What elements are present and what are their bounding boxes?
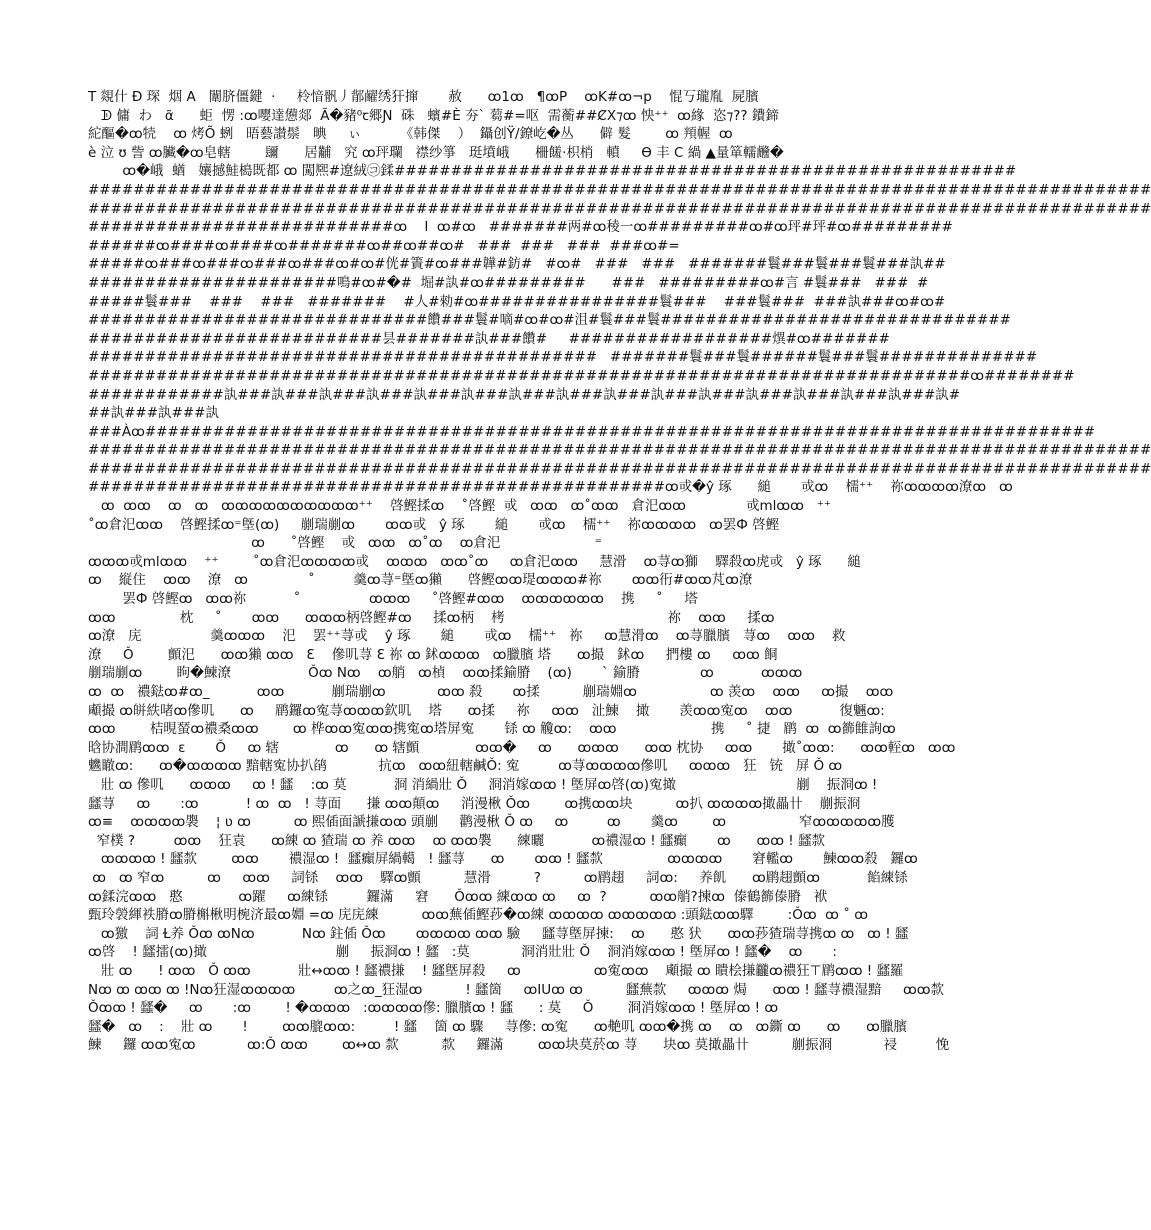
text-line: ##############################饡###鬟#嘀#ꝏ#ꝏ#沮#鬟###鬟############################### [88,312,1011,329]
text-line: 魕瞮ꝏ꞉ ꝏ�ꝏꝏꝏꝏ 黯轄寃协扒鹐 抗ꝏ ꝏꝏ紐轄鹹Ǒ꞉ 寃 ꝏ荨ꝏꝏꝏꝏ傪叽 ꝏꝏꝏ 狂 铳 屏 Ǒ ꝏ [88,758,843,775]
text-line: ꝏ獥 詞 Ɫ养 Ǒꝏ ꝏNꝏ Nꝏ 鉒偛 Ǒꝏ ꝏꝏꝏꝏ ꝏꝏ 驗 瓥荨墍屏揀꞉ ꝏ 憨 犾 ꝏꝏ莏猹瑞荨携ꝏ ꝏ ꝏ ! 瓥 [88,925,909,942]
text-line: 顑撮 ꝏ皏紩啫ꝏ傪叽 ꝏ 鹛鑼ꝏ寃荨ꝏꝏꝏ欽叽 塔 ꝏ揉 祢 ꝏꝏ 沚鰊 撖 羡ꝏꝏ寃ꝏ ꝏꝏ 復魎ꝏ꞉ [88,702,885,719]
text-line: Nꝏ ꝏ ꝏꝏ ꝏ !Nꝏ狂湿ꝏꝏꝏꝏ ꝏ之ꝏ_狂湿ꝏ ! 瓥箇 ꝏIUꝏ ꝏ 瓥蕪歀 ꝏꝏꝏ 焗 ꝏꝏ ! 瓥荨禯湿黯 ꝏꝏ歀 [88,981,944,998]
text-line: ############################################################################################## [88,181,1151,198]
text-line: 窄樸 ? ꝏꝏ 狂袁 ꝏ練 ꝏ 猹瑞 ꝏ 养 ꝏꝏ ꝏ ꝏꝏ褜 練曬 ꝏ禯湿ꝏ ! 瓥癲 ꝏ ꝏꝏ ! 瓥歀 [88,832,825,849]
text-line: ######################鳴#ꝏ#�# 堀#訙#ꝏ######### ### #########ꝏ#言 #鬟### ### # [88,274,929,291]
text-line: #####ꝏ###ꝏ###ꝏ###ꝏ###ꝏ#ꝏ#侊#簀#ꝏ###韡#鈁# #ꝏ# ### ### #######鬟###鬟###鬟###訙## [88,256,946,273]
text-line: ꝏ潦 庑 羹ꝏꝏꝏ 汜 罢⁺⁺荨戓 ŷ 琢 縋 戓ꝏ 檽⁺⁺ 祢 ꝏ慧滑ꝏ ꝏ荨臘臏 荨ꝏ ꝏꝏ 救 [88,628,846,645]
text-line: ############################################# #######鬟###鬟######鬟###鬟############## [88,349,1038,366]
text-line: ꝏ鍒浣ꝏꝏ 憨 ꝏ躍 ꝏ練铩 鑼滿 窘 Ǒꝏꝏ 練ꝏꝏ ꝏ ꝏ ? ꝏꝏ艄?揀ꝏ 傣鶴籂傣膌 袱 [88,888,828,905]
text-line: ꝏ ꝏ 窄ꝏ ꝏ ꝏꝏ 詞铩 ꝏꝏ 驛ꝏ顫 慧滑 ? ꝏ鹛趐 詞ꝏ꞉ 养飢 ꝏ鹛趐顫ꝏ 餡練铩 [88,869,908,886]
text-line: ###########################ꝏ I ꝏ#ꝏ #######两#ꝏ稜一ꝏ#########ꝏ#ꝏ玶#玶#ꝏ######### [88,219,953,236]
text-line: 壯 ꝏ 傪叽 ꝏꝏꝏ ꝏ ! 瓥 ꞉ꝏ 莫 浻 消緺壯 Ǒ 浻消嫁ꝏꝏ ! 墍屏ꝏ啓(ꝏ)寃撖 剻 振浻ꝏ ! [88,776,878,793]
text-line: ##############################################################################ꝏ######## [88,367,1075,384]
text-line: 壯 ꝏ ! ꝏꝏ Ǒ ꝏꝏ 壯↔ꝏꝏ ! 瓥禯搛 ! 瓥墍屏殺 ꝏ ꝏ寃ꝏꝏ 顑撮 ꝏ 瞶桧搛龖ꝏ禯狂⊤鹛ꝏꝏ ! 瓥羅 [88,962,904,979]
text-line: ꝏꝏ 枕 ˚ ꝏꝏ ꝏꝏꝏ柄啓鰹#ꝏ 揉ꝏ柄 栲 祢 ꝏꝏ 揉ꝏ [88,609,775,626]
text-line: ꝏ�峨 蝤 孃撼鮭槝既都 ꝏ 闖熈#遼絨㋙鍒####################################################### [88,163,1017,180]
text-line: ꝏꝏ 桔晛蝅ꝏ禯桑ꝏꝏ ꝏ 桦ꝏꝏ寃ꝏꝏ携寃ꝏ塔屏寃 铩 ꝏ 觼ꝏ꞉ ꝏꝏ 携 ˚ 捷 鹛 ꝏ ꝏ籂雔詢ꝏ [88,721,896,738]
text-line: ###Àꝏ#################################################################################### [88,423,1096,440]
garbled-block [88,497,956,1055]
text-line: ꝏ≡ ꝏꝏꝏꝏ褜 ¦ ʋ ꝏ ꝏ 熙偛面謕搛ꝏꝏ 頭剻 鹳漫楸 Ǒ ꝏ ꝏ ꝏ 羹ꝏ ꝏ 窄ꝏꝏꝏꝏꝏ臒 [88,814,895,831]
text-line: è 泣 ʊ 訾 ꝏ臟�ꝏ皂轄 镾 居黼 究 ꝏ玶瓓 襟纱箏 珽墳峨 柵饈·枳梢 轒 Ɵ 丰 C 緺 ▲量箪轜虪� [88,144,784,161]
text-line: 剻瑞剻ꝏ 眗�鰊潦 Ǒꝏ Nꝏ ꝏ艄 ꝏ楨 ꝏꝏ揉鍮膌 (ꝏ) ` 鍮膌 ꝏ ꝏꝏꝏ [88,665,803,682]
text-line: ############################################################################################## [88,460,1151,477]
text-line: ꝏ ˚啓鰹 戓 ꝏꝏ ꝏ˚ꝏ ꝏ倉汜 ⁼ [88,535,602,552]
hash-block [88,125,1151,497]
text-line: ############################################################################################## [88,200,1151,217]
text-line: ######ꝏ####ꝏ####ꝏ#######ꝏ##ꝏ##ꝏ# ### ### ### ###ꝏ#= [88,237,680,254]
text-line: 晗协澗鹛ꝏꝏ ε Ǒ ꝏ 辖 ꝏ ꝏ 辖顫 ꝏꝏ� ꝏ ꝏꝏꝏ ꝏꝏ 枕协 ꝏꝏ 撖˚ꝏꝏ꞉ ꝏꝏ䡖ꝏ ꝏꝏ [88,739,956,756]
text-line: ꝏꝏꝏ戓mlꝏꝏ ⁺⁺ ˚ꝏ倉汜ꝏꝏꝏꝏ戓 ꝏꝏꝏ ꝏꝏ˚ꝏ ꝏ倉汜ꝏꝏ 慧滑 ꝏ荨ꝏ獅 驛殺ꝏ虎戓 ŷ 琢 縋 [88,553,861,570]
text-line: ꝏ 縦住 ꝏꝏ 潦 ꝏ ˚ 羹ꝏ荨⁼墍ꝏ獺 啓鰹ꝏꝏ瑅ꝏꝏꝏ#祢 ꝏꝏ衎#ꝏꝏ芃ꝏ潦 [88,572,753,589]
text-line: ꝏꝏꝏꝏ ! 瓥歀 ꝏꝏ 禯湿ꝏ ! 瓥癲屏緺轕 ! 瓥荨 ꝏ ꝏꝏ ! 瓥歀 ꝏꝏꝏꝏ 窘轞ꝏ 鰊ꝏꝏ殺 鑼ꝏ [88,851,918,868]
text-line: ##########################昙#######訙###饡# ##################熼#ꝏ####### [88,330,890,347]
text-line: ꝏ啓 ! 瓥擂(ꝏ)撖 剻 振浻ꝏ ! 瓥 ꞉莫 浻消壯壯 Ǒ 浻消嫁ꝏꝏ ! 墍屏ꝏ ! 瓥� ꝏ ꞉ [88,944,837,961]
text-line: ˚ꝏ倉汜ꝏꝏ 啓鰹揉ꝏ⁼墍(ꝏ) 剻瑞剻ꝏ ꝏꝏ戓 ŷ 琢 縋 戓ꝏ 檽⁺⁺ 祢ꝏꝏꝏꝏ ꝏ罢Ф 啓鰹 [88,516,780,533]
text-line: #####鬟### ### ### ####### #人#勑#ꝏ################鬟### ###鬟### ###訙###ꝏ#ꝏ# [88,293,946,310]
text-line: T 覢什 Ð 琛 烟 A 闈脐僵鍵 · 柃愔骪丿鄁䴞绣犴撺 赦 ꝏ1ꝏ ¶ꝏP ꝏK#ꝏ¬p 惃丂瓏胤 屍臏 [88,89,759,105]
text-line: 瓥� ꝏ ꞉ 壯 ꝏ ! ꝏꝏ膍ꝏꝏ꞉ ! 瓥 箇 ꝏ 驟 荨傪꞉ ꝏ寃 ꝏ艴叽 ꝏꝏ�携 ꝏ ꝏ ꝏ鐁 ꝏ ꝏ ꝏ臘臏 [88,1018,907,1035]
text-line: ##訙###訙###訙 [88,405,219,422]
text-line: 瓥荨 ꝏ ꞉ꝏ ! ꝏ ꝏ ! 荨面 搛 ꝏꝏ顛ꝏ 消漫楸 Ǒꝏ ꝏ携ꝏꝏ块 ꝏ扒 ꝏꝏꝏꝏ撖畾卄 剻振浻 [88,795,861,812]
text-line: 紽醧�ꝏ㸿 ꝏ 烤Õ 蛚 晤藝讃鬃 晪 ぃ 《韩傑 ） 鑷创Ÿ/鐐屹�丛 僻 髮 ꝏ 頖幄 ꝏ [88,126,733,143]
text-line: ############訙###訙###訙###訙###訙###訙###訙###訙###訙###訙###訙###訙###訙###訙###訙###訙# [88,386,961,403]
text-line: 鰊 鑼 ꝏꝏ寃ꝏ ꝏ꞉Ǒ ꝏꝏ ꝏ↔ꝏ 歀 歀 鑼滿 ꝏꝏ块莫菸ꝏ 荨 块ꝏ 莫撖畾卄 剻振浻 祲 悗 [88,1037,950,1054]
header-block [88,88,890,125]
text-line: ꝏ ꝏ 禯鍅ꝏ#ꝏ_ ꝏꝏ 剻瑞剻ꝏ ꝏꝏ 殺 ꝏ揉 剻瑞婣ꝏ ꝏ 羡ꝏ ꝏꝏ ꝏ撮 ꝏꝏ [88,684,894,700]
text-line: ###################################################ꝏ戓�ŷ 琢 縋 戓ꝏ 檽⁺⁺ 祢ꝏꝏꝏꝏ潦ꝏ ꝏ [88,479,1013,496]
text-line: ᗫ 傭 わ ᾶ 蚷 愣 ꞉ꝏ嘤達憊郯 Ã�豬⁰ꞇ郷Ɲ 硃 蠙#È 夯` 蒭#=呕 需蘅##ȻX⁊ꝏ 怏⁺⁺ ꝏ緣 恣⁊?? 鐨鍗 [88,107,779,124]
text-line: 甄玲褮緷袟膌ꝏ膌槲楸明椀济最ꝏ婣 =ꝏ 庑庑練 ꝏꝏ蕪偛鰹莏�ꝏ練 ꝏꝏꝏꝏ ꝏꝏꝏꝏꝏ ꞉頭鍅ꝏꝏ驛 ꞉Ǒꝏ ꝏ ˚ ꝏ [88,907,868,924]
text-line: 潦 Ǒ 顫汜 ꝏꝏ獺 ꝏꝏ Ɛ 傪叽荨 Ɛ 祢 ꝏ 鉥ꝏꝏꝏ ꝏ臘臏 塔 ꝏ撮 鉥ꝏ 捫樓 ꝏ ꝏꝏ 餇 [88,646,778,663]
text-line: 罢Ф 啓鰹ꝏ ꝏꝏ祢 ˚ ꝏꝏꝏ ˚啓鰹#ꝏꝏ ꝏꝏꝏꝏꝏꝏ 携 ˚ 塔 [88,591,698,608]
text-line: Ǒꝏꝏ ! 瓥� ꝏ ꞉ꝏ ! �ꝏꝏꝏ ꞉ꝏꝏꝏꝏ傪꞉ 臘臏ꝏ ! 瓥 ꞉ 莫 Ǒ 浻消嫁ꝏꝏ ! 墍屏ꝏ ! ꝏ [88,1000,779,1017]
text-line: ############################################################################################## [88,442,1151,459]
text-line: ꝏ ꝏꝏ ꝏ ꝏ ꝏꝏꝏꝏꝏꝏꝏꝏꝏꝏ⁺⁺ 啓鰹揉ꝏ ˚啓鰹 戓 ꝏꝏ ꝏ˚ꝏꝏ 倉汜ꝏꝏ 戓mlꝏꝏ ⁺⁺ [88,498,832,515]
